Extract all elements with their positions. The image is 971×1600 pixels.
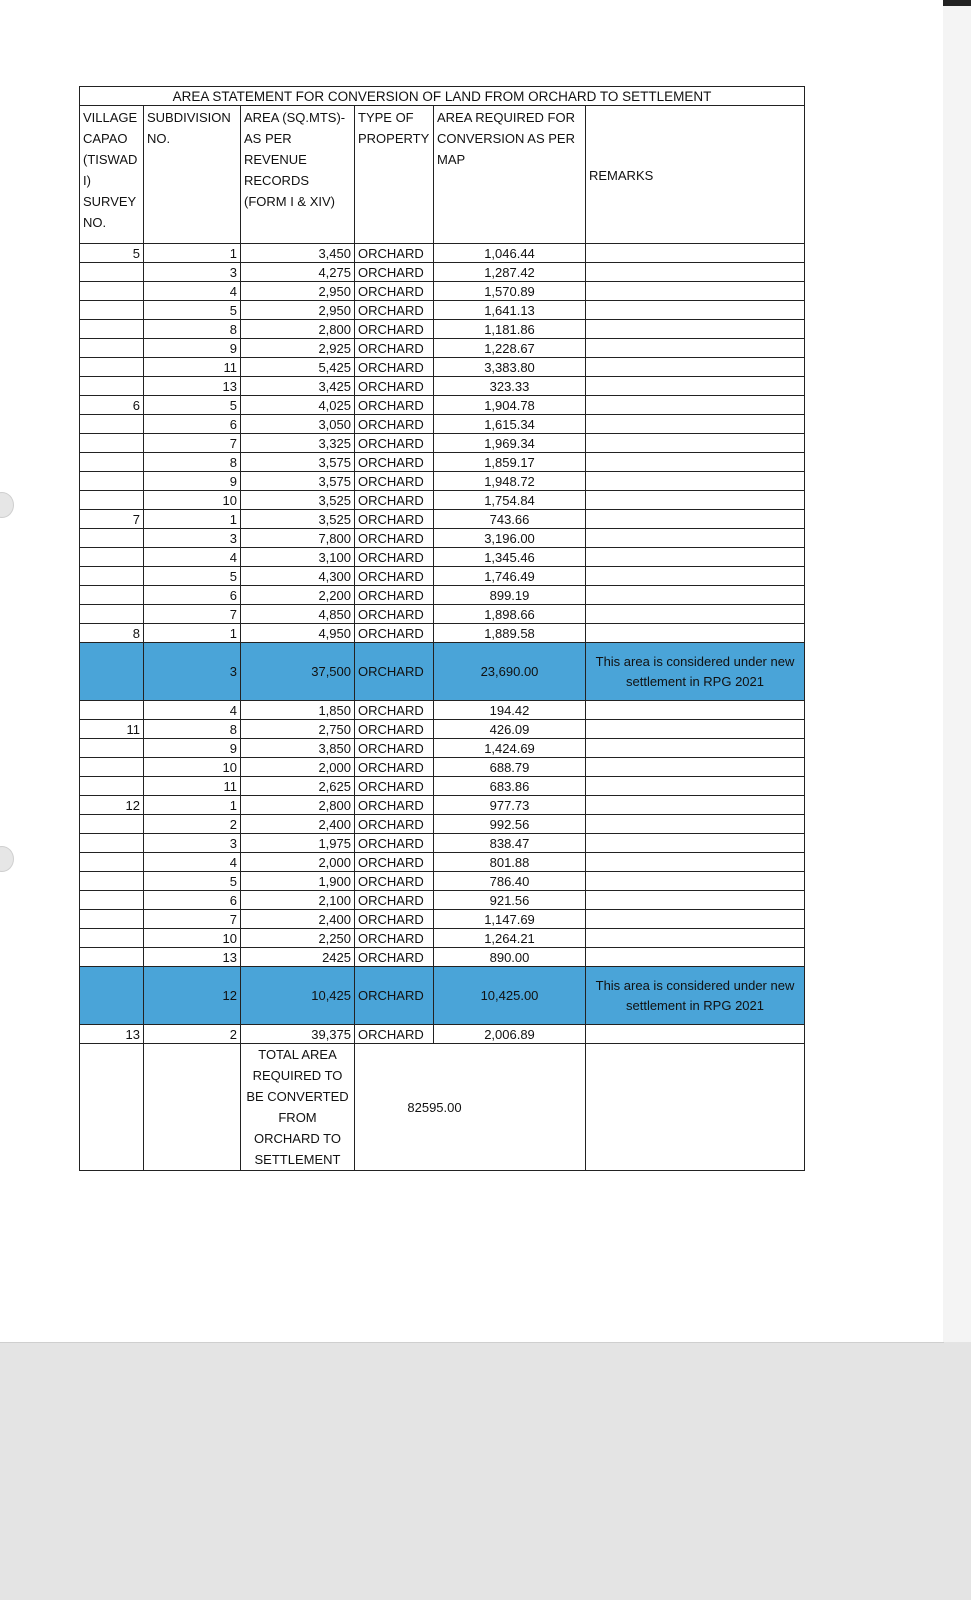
- required-area-cell: 1,948.72: [434, 472, 586, 491]
- table-row: [80, 872, 805, 891]
- remarks-cell: [586, 720, 805, 739]
- subdivision-cell: 5: [144, 301, 241, 320]
- type-cell: ORCHARD: [355, 244, 434, 263]
- area-cell: 3,325: [241, 434, 355, 453]
- required-area-cell: 10,425.00: [434, 967, 586, 1025]
- survey-no-cell: [80, 948, 144, 967]
- required-area-cell: 194.42: [434, 701, 586, 720]
- survey-no-cell: [80, 263, 144, 282]
- subdivision-cell: 5: [144, 567, 241, 586]
- table-row: [80, 624, 805, 643]
- subdivision-cell: 9: [144, 739, 241, 758]
- area-cell: 2,950: [241, 301, 355, 320]
- required-area-cell: 801.88: [434, 853, 586, 872]
- area-cell: 2,625: [241, 777, 355, 796]
- survey-no-cell: [80, 967, 144, 1025]
- subdivision-cell: 6: [144, 415, 241, 434]
- area-cell: 3,575: [241, 472, 355, 491]
- survey-no-cell: [80, 339, 144, 358]
- total-empty-cell: [586, 1044, 805, 1171]
- subdivision-cell: 4: [144, 282, 241, 301]
- area-cell: 5,425: [241, 358, 355, 377]
- survey-no-cell: [80, 872, 144, 891]
- remarks-cell: [586, 624, 805, 643]
- table-row: [80, 320, 805, 339]
- subdivision-cell: 6: [144, 586, 241, 605]
- subdivision-cell: 11: [144, 358, 241, 377]
- area-cell: 2,800: [241, 320, 355, 339]
- type-cell: ORCHARD: [355, 624, 434, 643]
- subdivision-cell: 7: [144, 434, 241, 453]
- area-cell: 3,575: [241, 453, 355, 472]
- subdivision-cell: 13: [144, 948, 241, 967]
- remarks-cell: [586, 853, 805, 872]
- type-cell: ORCHARD: [355, 853, 434, 872]
- required-area-cell: 1,345.46: [434, 548, 586, 567]
- type-cell: ORCHARD: [355, 586, 434, 605]
- survey-no-cell: [80, 472, 144, 491]
- type-cell: ORCHARD: [355, 567, 434, 586]
- highlighted-table-row: [80, 643, 805, 701]
- table-row: [80, 796, 805, 815]
- type-cell: ORCHARD: [355, 377, 434, 396]
- header-area-required: AREA REQUIRED FOR CONVERSION AS PER MAP: [434, 106, 586, 244]
- table-row: [80, 263, 805, 282]
- survey-no-cell: [80, 643, 144, 701]
- subdivision-cell: 10: [144, 929, 241, 948]
- subdivision-cell: 10: [144, 491, 241, 510]
- area-cell: 2,925: [241, 339, 355, 358]
- type-cell: ORCHARD: [355, 491, 434, 510]
- area-cell: 2,000: [241, 758, 355, 777]
- area-cell: 2,950: [241, 282, 355, 301]
- required-area-cell: 1,904.78: [434, 396, 586, 415]
- type-cell: ORCHARD: [355, 967, 434, 1025]
- type-cell: ORCHARD: [355, 605, 434, 624]
- survey-no-cell: [80, 358, 144, 377]
- required-area-cell: 3,196.00: [434, 529, 586, 548]
- table-row: [80, 244, 805, 263]
- required-area-cell: 1,181.86: [434, 320, 586, 339]
- survey-no-cell: [80, 834, 144, 853]
- type-cell: ORCHARD: [355, 434, 434, 453]
- table-row: [80, 301, 805, 320]
- area-cell: 1,900: [241, 872, 355, 891]
- remarks-cell: [586, 758, 805, 777]
- remarks-cell: [586, 244, 805, 263]
- type-cell: ORCHARD: [355, 815, 434, 834]
- area-cell: 4,275: [241, 263, 355, 282]
- required-area-cell: 23,690.00: [434, 643, 586, 701]
- area-cell: 4,025: [241, 396, 355, 415]
- total-value: 82595.00: [355, 1044, 586, 1171]
- subdivision-cell: 1: [144, 624, 241, 643]
- remarks-cell: [586, 377, 805, 396]
- type-cell: ORCHARD: [355, 739, 434, 758]
- subdivision-cell: 2: [144, 815, 241, 834]
- survey-no-cell: [80, 415, 144, 434]
- subdivision-cell: 3: [144, 834, 241, 853]
- type-cell: ORCHARD: [355, 415, 434, 434]
- type-cell: ORCHARD: [355, 529, 434, 548]
- table-row: [80, 910, 805, 929]
- required-area-cell: 1,228.67: [434, 339, 586, 358]
- area-cell: 2,100: [241, 891, 355, 910]
- table-row: [80, 891, 805, 910]
- survey-no-cell: [80, 377, 144, 396]
- required-area-cell: 899.19: [434, 586, 586, 605]
- remarks-cell: [586, 872, 805, 891]
- remarks-cell: [586, 739, 805, 758]
- table-row: [80, 586, 805, 605]
- remarks-cell: [586, 834, 805, 853]
- remarks-cell: This area is considered under new settlement in RPG 2021: [586, 643, 805, 701]
- area-cell: 3,525: [241, 510, 355, 529]
- type-cell: ORCHARD: [355, 263, 434, 282]
- table-row: [80, 777, 805, 796]
- area-cell: 3,100: [241, 548, 355, 567]
- remarks-cell: [586, 434, 805, 453]
- table-row: [80, 396, 805, 415]
- required-area-cell: 921.56: [434, 891, 586, 910]
- required-area-cell: 683.86: [434, 777, 586, 796]
- remarks-cell: [586, 567, 805, 586]
- survey-no-cell: [80, 301, 144, 320]
- required-area-cell: 977.73: [434, 796, 586, 815]
- type-cell: ORCHARD: [355, 339, 434, 358]
- remarks-cell: [586, 586, 805, 605]
- type-cell: ORCHARD: [355, 472, 434, 491]
- area-cell: 3,525: [241, 491, 355, 510]
- survey-no-cell: 12: [80, 796, 144, 815]
- table-row: [80, 377, 805, 396]
- remarks-cell: [586, 472, 805, 491]
- remarks-cell: [586, 320, 805, 339]
- area-cell: 37,500: [241, 643, 355, 701]
- table-row: [80, 415, 805, 434]
- required-area-cell: 786.40: [434, 872, 586, 891]
- required-area-cell: 743.66: [434, 510, 586, 529]
- remarks-cell: [586, 1025, 805, 1044]
- remarks-cell: [586, 815, 805, 834]
- remarks-cell: [586, 282, 805, 301]
- remarks-cell: [586, 948, 805, 967]
- table-row: [80, 529, 805, 548]
- remarks-cell: [586, 929, 805, 948]
- subdivision-cell: 6: [144, 891, 241, 910]
- subdivision-cell: 5: [144, 872, 241, 891]
- type-cell: ORCHARD: [355, 1025, 434, 1044]
- required-area-cell: 992.56: [434, 815, 586, 834]
- survey-no-cell: 13: [80, 1025, 144, 1044]
- required-area-cell: 1,264.21: [434, 929, 586, 948]
- required-area-cell: 1,754.84: [434, 491, 586, 510]
- type-cell: ORCHARD: [355, 929, 434, 948]
- header-remarks: REMARKS: [586, 106, 805, 244]
- subdivision-cell: 4: [144, 701, 241, 720]
- remarks-cell: [586, 605, 805, 624]
- remarks-cell: [586, 339, 805, 358]
- subdivision-cell: 3: [144, 263, 241, 282]
- required-area-cell: 426.09: [434, 720, 586, 739]
- required-area-cell: 1,969.34: [434, 434, 586, 453]
- subdivision-cell: 11: [144, 777, 241, 796]
- table-row: [80, 282, 805, 301]
- type-cell: ORCHARD: [355, 758, 434, 777]
- area-cell: 3,850: [241, 739, 355, 758]
- scan-edge-shadow: [943, 0, 971, 1342]
- remarks-cell: This area is considered under new settlement in RPG 2021: [586, 967, 805, 1025]
- total-empty-cell: [80, 1044, 144, 1171]
- area-cell: 2,400: [241, 815, 355, 834]
- survey-no-cell: [80, 929, 144, 948]
- subdivision-cell: 4: [144, 853, 241, 872]
- subdivision-cell: 8: [144, 320, 241, 339]
- type-cell: ORCHARD: [355, 453, 434, 472]
- table-body: [80, 244, 805, 1044]
- area-cell: 7,800: [241, 529, 355, 548]
- table-row: [80, 834, 805, 853]
- table-title: AREA STATEMENT FOR CONVERSION OF LAND FROM ORCHARD TO SETTLEMENT: [80, 87, 805, 106]
- remarks-cell: [586, 263, 805, 282]
- table-row: [80, 339, 805, 358]
- remarks-cell: [586, 491, 805, 510]
- table-row: [80, 758, 805, 777]
- required-area-cell: 1,615.34: [434, 415, 586, 434]
- type-cell: ORCHARD: [355, 720, 434, 739]
- subdivision-cell: 2: [144, 1025, 241, 1044]
- table-row: [80, 434, 805, 453]
- area-cell: 4,850: [241, 605, 355, 624]
- table-row: [80, 453, 805, 472]
- remarks-cell: [586, 453, 805, 472]
- subdivision-cell: 1: [144, 796, 241, 815]
- remarks-cell: [586, 910, 805, 929]
- survey-no-cell: [80, 815, 144, 834]
- table-row: [80, 358, 805, 377]
- subdivision-cell: 8: [144, 720, 241, 739]
- table-row: [80, 948, 805, 967]
- table-row: [80, 491, 805, 510]
- subdivision-cell: 9: [144, 472, 241, 491]
- area-cell: 2,750: [241, 720, 355, 739]
- table-row: [80, 815, 805, 834]
- survey-no-cell: [80, 701, 144, 720]
- remarks-cell: [586, 891, 805, 910]
- type-cell: ORCHARD: [355, 872, 434, 891]
- survey-no-cell: [80, 282, 144, 301]
- required-area-cell: 1,046.44: [434, 244, 586, 263]
- area-cell: 2,000: [241, 853, 355, 872]
- type-cell: ORCHARD: [355, 358, 434, 377]
- subdivision-cell: 8: [144, 453, 241, 472]
- header-subdivision-no: SUBDIVISION NO.: [144, 106, 241, 244]
- remarks-cell: [586, 396, 805, 415]
- type-cell: ORCHARD: [355, 510, 434, 529]
- required-area-cell: 1,147.69: [434, 910, 586, 929]
- area-cell: 2,400: [241, 910, 355, 929]
- type-cell: ORCHARD: [355, 548, 434, 567]
- subdivision-cell: 3: [144, 529, 241, 548]
- table-row: [80, 510, 805, 529]
- subdivision-cell: 1: [144, 510, 241, 529]
- punch-hole-bottom: [0, 846, 14, 872]
- survey-no-cell: [80, 605, 144, 624]
- type-cell: ORCHARD: [355, 320, 434, 339]
- required-area-cell: 688.79: [434, 758, 586, 777]
- remarks-cell: [586, 415, 805, 434]
- type-cell: ORCHARD: [355, 834, 434, 853]
- area-cell: 3,425: [241, 377, 355, 396]
- area-cell: 10,425: [241, 967, 355, 1025]
- header-type-of-property: TYPE OF PROPERTY: [355, 106, 434, 244]
- required-area-cell: 1,889.58: [434, 624, 586, 643]
- area-cell: 2425: [241, 948, 355, 967]
- required-area-cell: 1,287.42: [434, 263, 586, 282]
- required-area-cell: 838.47: [434, 834, 586, 853]
- required-area-cell: 1,570.89: [434, 282, 586, 301]
- required-area-cell: 1,641.13: [434, 301, 586, 320]
- survey-no-cell: 8: [80, 624, 144, 643]
- highlighted-table-row: [80, 967, 805, 1025]
- type-cell: ORCHARD: [355, 891, 434, 910]
- punch-hole-top: [0, 492, 14, 518]
- survey-no-cell: 7: [80, 510, 144, 529]
- survey-no-cell: [80, 529, 144, 548]
- required-area-cell: 323.33: [434, 377, 586, 396]
- area-cell: 2,800: [241, 796, 355, 815]
- type-cell: ORCHARD: [355, 301, 434, 320]
- area-statement-table: [79, 86, 805, 1171]
- subdivision-cell: 12: [144, 967, 241, 1025]
- subdivision-cell: 3: [144, 643, 241, 701]
- area-cell: 3,450: [241, 244, 355, 263]
- total-label: TOTAL AREA REQUIRED TO BE CONVERTED FROM ORCHARD TO SETTLEMENT: [241, 1044, 355, 1171]
- area-cell: 4,950: [241, 624, 355, 643]
- type-cell: ORCHARD: [355, 777, 434, 796]
- subdivision-cell: 1: [144, 244, 241, 263]
- required-area-cell: 1,898.66: [434, 605, 586, 624]
- header-area-sq-mts: AREA (SQ.MTS)- AS PER REVENUE RECORDS (FORM I & XIV): [241, 106, 355, 244]
- remarks-cell: [586, 358, 805, 377]
- header-row: [80, 106, 805, 244]
- type-cell: ORCHARD: [355, 282, 434, 301]
- total-row: [80, 1044, 805, 1171]
- subdivision-cell: 9: [144, 339, 241, 358]
- area-cell: 4,300: [241, 567, 355, 586]
- remarks-cell: [586, 701, 805, 720]
- remarks-cell: [586, 301, 805, 320]
- survey-no-cell: [80, 491, 144, 510]
- survey-no-cell: [80, 758, 144, 777]
- table-row: [80, 548, 805, 567]
- area-cell: 1,975: [241, 834, 355, 853]
- survey-no-cell: [80, 586, 144, 605]
- required-area-cell: 1,424.69: [434, 739, 586, 758]
- table-row: [80, 853, 805, 872]
- survey-no-cell: [80, 910, 144, 929]
- remarks-cell: [586, 796, 805, 815]
- survey-no-cell: [80, 739, 144, 758]
- subdivision-cell: 7: [144, 605, 241, 624]
- subdivision-cell: 7: [144, 910, 241, 929]
- header-survey-no: VILLAGE CAPAO (TISWAD I) SURVEY NO.: [80, 106, 144, 244]
- survey-no-cell: 6: [80, 396, 144, 415]
- table-row: [80, 929, 805, 948]
- subdivision-cell: 4: [144, 548, 241, 567]
- remarks-cell: [586, 510, 805, 529]
- type-cell: ORCHARD: [355, 948, 434, 967]
- required-area-cell: 2,006.89: [434, 1025, 586, 1044]
- survey-no-cell: [80, 891, 144, 910]
- type-cell: ORCHARD: [355, 396, 434, 415]
- survey-no-cell: [80, 777, 144, 796]
- area-cell: 3,050: [241, 415, 355, 434]
- area-cell: 1,850: [241, 701, 355, 720]
- table-row: [80, 739, 805, 758]
- total-empty-cell: [144, 1044, 241, 1171]
- survey-no-cell: [80, 320, 144, 339]
- type-cell: ORCHARD: [355, 796, 434, 815]
- type-cell: ORCHARD: [355, 643, 434, 701]
- table-row: [80, 605, 805, 624]
- table-row: [80, 1025, 805, 1044]
- survey-no-cell: [80, 853, 144, 872]
- table-row: [80, 567, 805, 586]
- survey-no-cell: [80, 434, 144, 453]
- subdivision-cell: 13: [144, 377, 241, 396]
- table-row: [80, 720, 805, 739]
- area-cell: 2,250: [241, 929, 355, 948]
- type-cell: ORCHARD: [355, 910, 434, 929]
- required-area-cell: 1,746.49: [434, 567, 586, 586]
- survey-no-cell: [80, 548, 144, 567]
- required-area-cell: 1,859.17: [434, 453, 586, 472]
- survey-no-cell: 5: [80, 244, 144, 263]
- area-cell: 2,200: [241, 586, 355, 605]
- survey-no-cell: 11: [80, 720, 144, 739]
- type-cell: ORCHARD: [355, 701, 434, 720]
- subdivision-cell: 5: [144, 396, 241, 415]
- subdivision-cell: 10: [144, 758, 241, 777]
- table-row: [80, 701, 805, 720]
- remarks-cell: [586, 529, 805, 548]
- remarks-cell: [586, 548, 805, 567]
- remarks-cell: [586, 777, 805, 796]
- survey-no-cell: [80, 453, 144, 472]
- survey-no-cell: [80, 567, 144, 586]
- required-area-cell: 3,383.80: [434, 358, 586, 377]
- table-row: [80, 472, 805, 491]
- required-area-cell: 890.00: [434, 948, 586, 967]
- area-cell: 39,375: [241, 1025, 355, 1044]
